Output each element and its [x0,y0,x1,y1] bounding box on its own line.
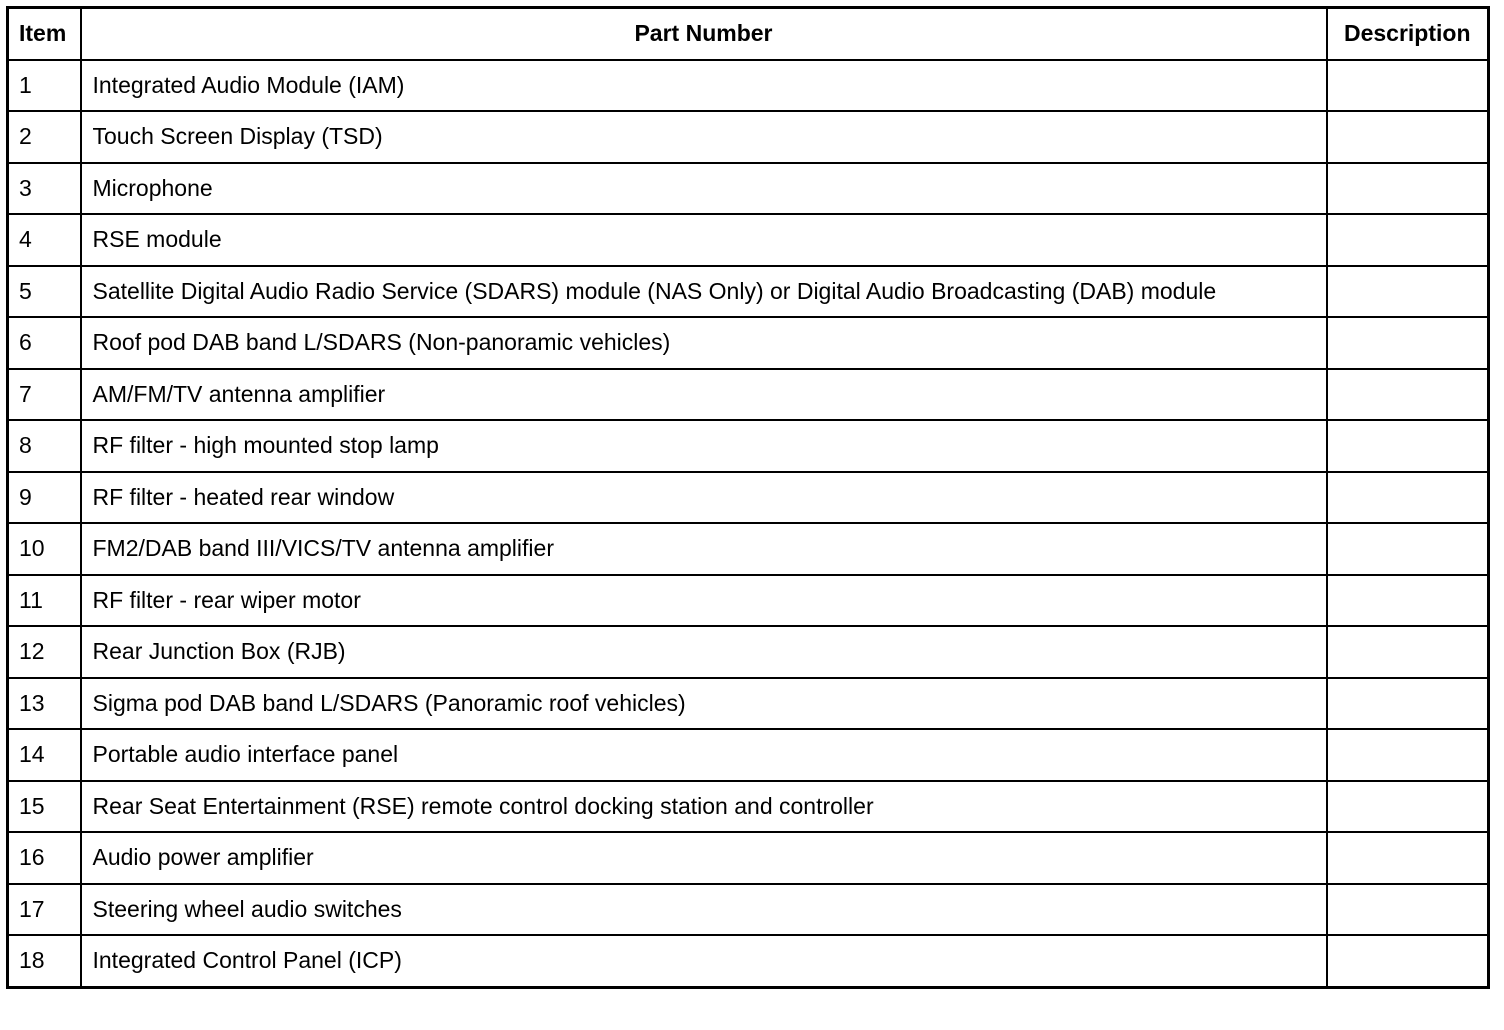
table-row [8,472,1489,524]
item-number-cell: 8 [8,420,81,472]
part-name-cell: Steering wheel audio switches [81,884,1327,936]
table-row [8,214,1489,266]
description-cell [1327,60,1489,112]
description-cell [1327,832,1489,884]
table-row [8,626,1489,678]
part-name-cell: Rear Junction Box (RJB) [81,626,1327,678]
header-item: Item [8,8,81,60]
part-name-cell: Portable audio interface panel [81,729,1327,781]
part-name-cell: Integrated Control Panel (ICP) [81,935,1327,987]
item-number-cell: 14 [8,729,81,781]
part-name-cell: Sigma pod DAB band L/SDARS (Panoramic roof vehicles) [81,678,1327,730]
item-number-cell: 1 [8,60,81,112]
item-number-cell: 3 [8,163,81,215]
table-body [8,60,1489,988]
description-cell [1327,781,1489,833]
part-name-cell: Satellite Digital Audio Radio Service (SDARS) module (NAS Only) or Digital Audio Broadcasting (DAB) module [81,266,1327,318]
header-row [8,8,1489,60]
description-cell [1327,678,1489,730]
description-cell [1327,317,1489,369]
description-cell [1327,163,1489,215]
part-name-cell: Audio power amplifier [81,832,1327,884]
table-row [8,266,1489,318]
part-name-cell: RF filter - heated rear window [81,472,1327,524]
description-cell [1327,266,1489,318]
part-name-cell: RSE module [81,214,1327,266]
table-row [8,832,1489,884]
item-number-cell: 15 [8,781,81,833]
item-number-cell: 7 [8,369,81,421]
description-cell [1327,369,1489,421]
item-number-cell: 12 [8,626,81,678]
description-cell [1327,420,1489,472]
item-number-cell: 18 [8,935,81,987]
item-number-cell: 5 [8,266,81,318]
part-name-cell: RF filter - rear wiper motor [81,575,1327,627]
table-row [8,60,1489,112]
table-row [8,111,1489,163]
description-cell [1327,884,1489,936]
table-row [8,678,1489,730]
description-cell [1327,935,1489,987]
item-number-cell: 17 [8,884,81,936]
description-cell [1327,626,1489,678]
header-part-number: Part Number [81,8,1327,60]
table-row [8,935,1489,987]
table-row [8,420,1489,472]
item-number-cell: 9 [8,472,81,524]
parts-table [6,6,1490,989]
table-row [8,884,1489,936]
item-number-cell: 16 [8,832,81,884]
table-row [8,369,1489,421]
part-name-cell: Roof pod DAB band L/SDARS (Non-panoramic vehicles) [81,317,1327,369]
table-row [8,781,1489,833]
table-row [8,163,1489,215]
table-row [8,575,1489,627]
part-name-cell: Microphone [81,163,1327,215]
item-number-cell: 6 [8,317,81,369]
table-row [8,317,1489,369]
table-row [8,523,1489,575]
description-cell [1327,214,1489,266]
header-description: Description [1327,8,1489,60]
table-header [8,8,1489,60]
part-name-cell: Integrated Audio Module (IAM) [81,60,1327,112]
part-name-cell: AM/FM/TV antenna amplifier [81,369,1327,421]
description-cell [1327,523,1489,575]
item-number-cell: 10 [8,523,81,575]
table-row [8,729,1489,781]
part-name-cell: Touch Screen Display (TSD) [81,111,1327,163]
description-cell [1327,575,1489,627]
item-number-cell: 11 [8,575,81,627]
description-cell [1327,472,1489,524]
item-number-cell: 13 [8,678,81,730]
description-cell [1327,729,1489,781]
item-number-cell: 2 [8,111,81,163]
part-name-cell: Rear Seat Entertainment (RSE) remote control docking station and controller [81,781,1327,833]
item-number-cell: 4 [8,214,81,266]
description-cell [1327,111,1489,163]
part-name-cell: FM2/DAB band III/VICS/TV antenna amplifier [81,523,1327,575]
part-name-cell: RF filter - high mounted stop lamp [81,420,1327,472]
